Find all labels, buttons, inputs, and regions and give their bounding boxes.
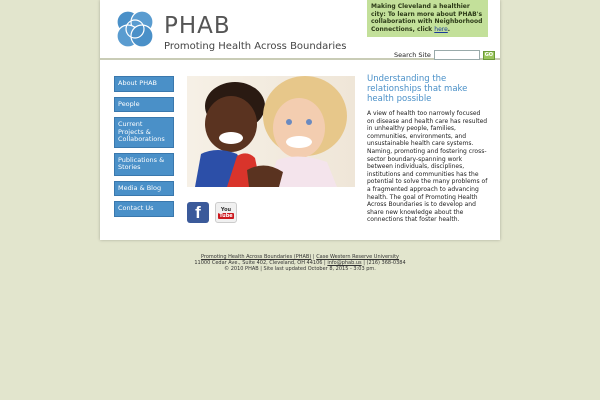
promo-period: .	[447, 25, 451, 33]
footer-phab-link[interactable]: Promoting Health Across Boundaries (PHAB)	[200, 254, 312, 260]
footer-copyright: © 2010 PHAB | Site last updated October 8, 2015 - 3:03 pm.	[224, 266, 376, 273]
facebook-icon[interactable]: f	[187, 202, 209, 223]
search-go-button[interactable]: GO	[484, 52, 494, 58]
footer-phone: | (216) 368-0384	[361, 260, 406, 267]
youtube-you-text: You	[220, 206, 232, 213]
promo-here-link[interactable]: here	[434, 25, 448, 33]
phab-logo-icon[interactable]	[114, 8, 156, 50]
footer-email-link[interactable]: info@phab.us	[327, 260, 362, 267]
site-search	[394, 50, 495, 60]
sidebar-nav	[114, 76, 174, 222]
main-content	[367, 74, 489, 224]
nav-item-projects[interactable]: Current Projects & Collaborations	[114, 117, 174, 148]
nav-item-people[interactable]: People	[114, 97, 174, 113]
youtube-icon[interactable]	[215, 202, 237, 223]
intro-paragraph: A view of health too narrowly focused on disease and health care has resulted in unhealthy people, families, communities, environments, and unsustainable health care systems. Naming, promoting and fostering cross-sector boundary-spanning work between individuals, disciplines, institutions and communities has the potential to solve the many problems of a fragmented approach to advancing health. The goal of Promoting Health Across Boundaries is to develop and share new knowledge about the connections that foster health.	[367, 110, 488, 224]
footer-address: 11000 Cedar Ave., Suite 402, Cleveland, OH 44106 |	[194, 260, 328, 267]
footer-separator: |	[311, 254, 317, 260]
search-input[interactable]	[434, 50, 480, 60]
nav-item-about[interactable]: About PHAB	[114, 76, 174, 92]
youtube-tube-text: Tube	[219, 212, 233, 219]
nav-item-media-blog[interactable]: Media & Blog	[114, 181, 174, 197]
nav-item-contact[interactable]: Contact Us	[114, 201, 174, 217]
brand-tagline: Promoting Health Across Boundaries	[164, 41, 347, 52]
page-container	[100, 0, 500, 240]
search-label: Search Site	[394, 51, 431, 59]
brand-name[interactable]: PHAB	[164, 13, 231, 39]
promo-banner	[367, 0, 488, 37]
nav-item-publications[interactable]: Publications & Stories	[114, 153, 174, 176]
page-heading: Understanding the relationships that make health possible	[367, 74, 468, 104]
site-header	[100, 0, 500, 60]
site-footer	[0, 254, 600, 273]
hero-children-photo	[187, 76, 355, 187]
footer-cwru-link[interactable]: Case Western Reserve University	[316, 254, 400, 260]
social-links	[187, 202, 237, 223]
promo-text: Making Cleveland a healthier city: To learn more about PHAB's collaboration with Neighborhood Connections, click	[371, 3, 483, 33]
